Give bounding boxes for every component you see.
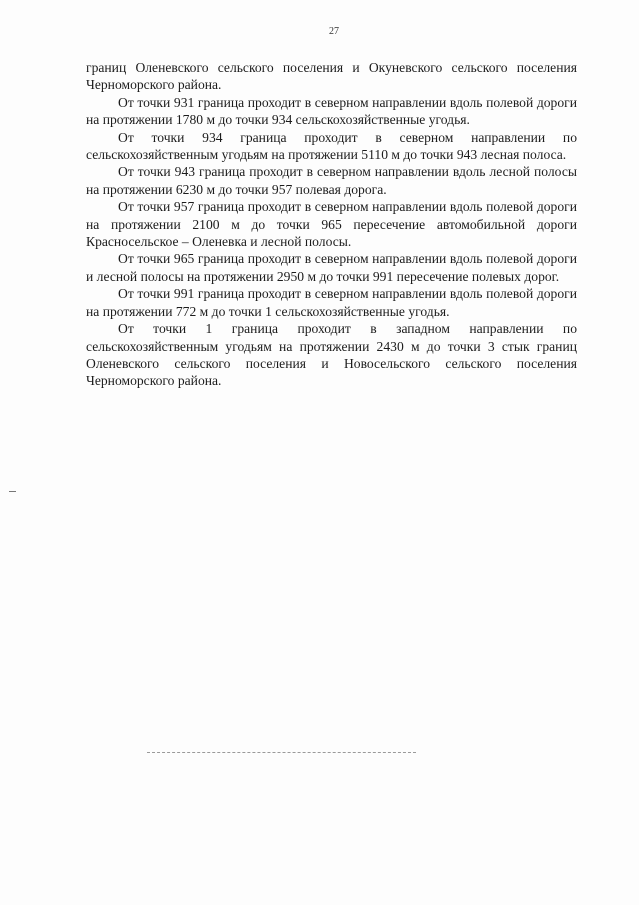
paragraph-point-991: От точки 991 граница проходит в северном направлении вдоль полевой дороги на протяжении 772 м до точки 1 сельскохозяйственные угодья.: [86, 286, 577, 319]
document-body: [86, 59, 577, 390]
paragraph-continuation: границ Оленевского сельского поселения и Окуневского сельского поселения Черноморского района.: [86, 60, 577, 93]
paragraph-point-943: От точки 943 граница проходит в северном направлении вдоль лесной полосы на протяжении 6230 м до точки 957 полевая дорога.: [86, 164, 577, 197]
page-number: 27: [329, 26, 339, 37]
footer-divider-line: [147, 752, 416, 753]
margin-scan-mark: [9, 491, 16, 492]
paragraph-point-931: От точки 931 граница проходит в северном направлении вдоль полевой дороги на протяжении 1780 м до точки 934 сельскохозяйственные угодья.: [86, 94, 577, 128]
paragraph-point-965: От точки 965 граница проходит в северном направлении вдоль полевой дороги и лесной полосы на протяжении 2950 м до точки 991 пересечение полевых дорог.: [86, 251, 577, 284]
paragraph-point-957: От точки 957 граница проходит в северном направлении вдоль полевой дороги на протяжении 2100 м до точки 965 пересечение автомобильной дороги Красносельское – Оленевка и лесной полосы.: [86, 199, 577, 250]
paragraph-point-934: От точки 934 граница проходит в северном направлении по сельскохозяйственным угодьям на протяжении 5110 м до точки 943 лесная полоса.: [86, 129, 577, 163]
paragraph-point-1: От точки 1 граница проходит в западном направлении по сельскохозяйственным угодьям на протяжении 2430 м до точки 3 стык границ Оленевского сельского поселения и Новосельского сельского поселения Черноморского района.: [86, 321, 577, 389]
